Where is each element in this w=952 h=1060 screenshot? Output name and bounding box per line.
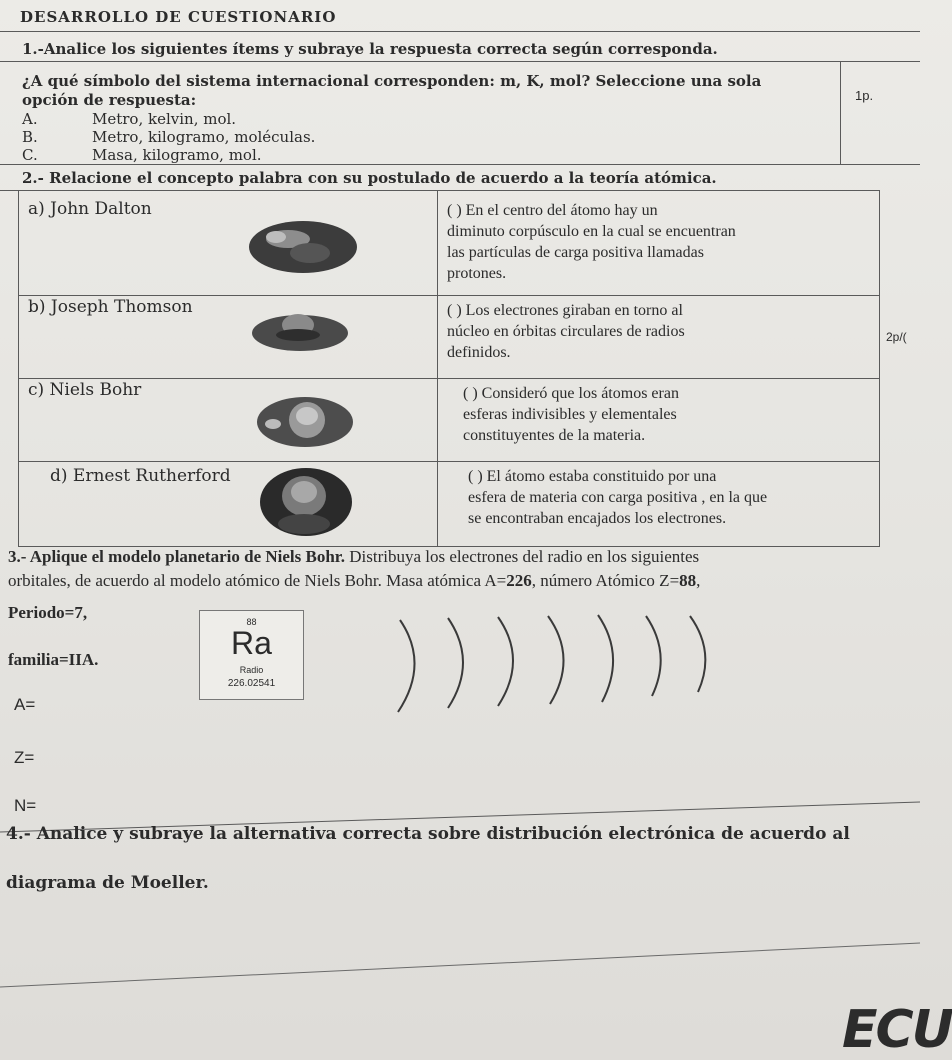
q3-line2: orbitales, de acuerdo al modelo atómico de Niels Bohr. Masa atómica A=226, número Atómico Z=88,: [8, 571, 701, 590]
thomson-portrait: [250, 307, 350, 355]
element-name: Radio: [239, 665, 264, 675]
atomic-number: 88: [246, 617, 257, 627]
section-title: DESARROLLO DE CUESTIONARIO: [20, 8, 337, 26]
q2-points: 2p/(: [886, 330, 907, 344]
rutherford-portrait: [258, 466, 354, 538]
rule: [840, 61, 841, 164]
orbit-shell-1[interactable]: [398, 620, 415, 712]
q1-question-line2: opción de respuesta:: [22, 91, 197, 109]
dalton-portrait: [248, 219, 358, 275]
rule: [0, 164, 920, 165]
table-row-divider: [18, 295, 880, 296]
q4-line1: 4.- Analice y subraye la alternativa correcta sobre distribución electrónica de acuerdo al: [6, 824, 850, 844]
scientist-bohr: c) Niels Bohr: [28, 380, 142, 400]
orbit-shell-7[interactable]: [690, 616, 705, 692]
rule: [0, 190, 880, 191]
familia-label: familia=IIA.: [8, 650, 99, 669]
bohr-portrait: [255, 394, 355, 450]
orbit-shell-2[interactable]: [448, 618, 463, 708]
orbit-shell-3[interactable]: [498, 617, 513, 706]
scientist-dalton: a) John Dalton: [28, 199, 152, 219]
q1-option-a[interactable]: A. Metro, kelvin, mol.: [22, 110, 237, 128]
table-border-right: [879, 190, 880, 547]
periodo-label: Periodo=7,: [8, 603, 88, 622]
q4-line2: diagrama de Moeller.: [6, 873, 209, 893]
scientist-rutherford: d) Ernest Rutherford: [50, 466, 231, 486]
statement-d: ( ) El átomo estaba constituido por una esfera de materia con carga positiva , en la que se encontraban encajados los electrones.: [468, 468, 768, 527]
statement-a: ( ) En el centro del átomo hay un diminuto corpúsculo en la cual se encuentran las partículas de carga positiva llamadas protones.: [447, 202, 736, 282]
q1-question: [22, 72, 761, 110]
rule: [0, 31, 920, 32]
field-a[interactable]: A=: [14, 695, 36, 714]
q1-question-line1: ¿A qué símbolo del sistema internacional corresponden: m, K, mol? Seleccione una sola: [22, 72, 762, 90]
field-n[interactable]: N=: [14, 796, 37, 815]
q1-instruction: 1.-Analice los siguientes ítems y subraye la respuesta correcta según corresponda.: [22, 40, 718, 58]
table-row-divider: [18, 461, 880, 462]
element-symbol: Ra: [231, 625, 272, 661]
field-z[interactable]: Z=: [14, 748, 35, 767]
q1-points: 1p.: [855, 88, 874, 103]
orbit-shell-6[interactable]: [646, 616, 661, 696]
scientist-thomson: b) Joseph Thomson: [28, 297, 193, 317]
table-border-left: [18, 190, 19, 547]
rule: [0, 935, 920, 995]
orbit-shell-5[interactable]: [598, 615, 613, 702]
orbit-shell-4[interactable]: [548, 616, 564, 704]
q1-option-b[interactable]: B. Metro, kilogramo, moléculas.: [22, 128, 316, 146]
watermark-logo: ECU: [842, 1000, 952, 1060]
statement-c: ( ) Consideró que los átomos eran esferas indivisibles y elementales constituyentes de la materia.: [463, 385, 679, 444]
orbit-shells: [390, 612, 720, 717]
q3-title: 3.- Aplique el modelo planetario de Niels Bohr. Distribuya los electrones del radio en los siguientes: [8, 547, 700, 566]
statement-b: ( ) Los electrones giraban en torno al núcleo en órbitas circulares de radios definidos.: [447, 302, 685, 361]
rule: [0, 61, 920, 62]
element-tile-radium: [199, 610, 304, 700]
q2-instruction: 2.- Relacione el concepto palabra con su postulado de acuerdo a la teoría atómica.: [22, 169, 717, 187]
table-divider: [437, 190, 438, 547]
element-mass: 226.02541: [227, 678, 276, 689]
table-row-divider: [18, 378, 880, 379]
q1-option-c[interactable]: C. Masa, kilogramo, mol.: [22, 146, 262, 164]
